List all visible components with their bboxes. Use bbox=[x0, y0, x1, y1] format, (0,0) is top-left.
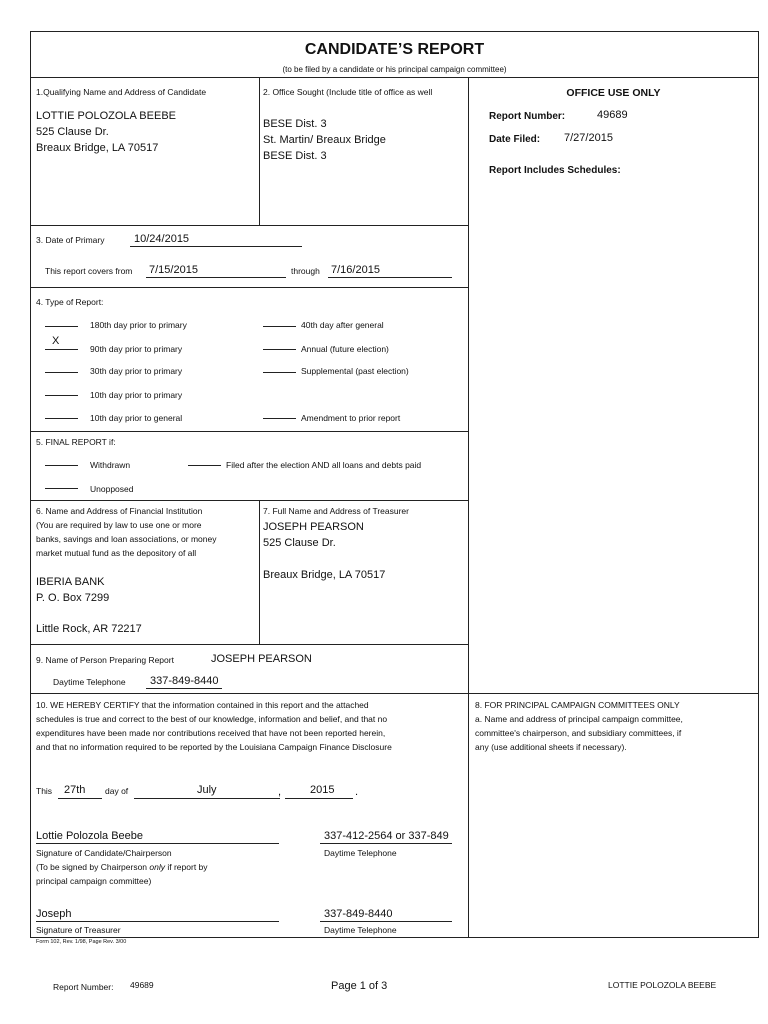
candidate-address2: Breaux Bridge, LA 70517 bbox=[36, 142, 159, 154]
preparer-phone-label: Daytime Telephone bbox=[53, 677, 126, 687]
report-type-blank bbox=[263, 418, 296, 419]
section4-top bbox=[30, 287, 468, 288]
final-report-blank bbox=[45, 488, 78, 489]
report-type-blank bbox=[263, 326, 296, 327]
report-type-blank bbox=[263, 372, 296, 373]
treasurer-signature-label: Signature of Treasurer bbox=[36, 925, 121, 935]
report-type-supplemental: Supplemental (past election) bbox=[301, 366, 409, 376]
preparer-phone: 337-849-8440 bbox=[150, 675, 219, 687]
report-type-blank bbox=[263, 349, 296, 350]
section8-line1: 8. FOR PRINCIPAL CAMPAIGN COMMITTEES ONLY bbox=[475, 700, 680, 710]
certify-day: 27th bbox=[64, 784, 86, 796]
section9-label: 9. Name of Person Preparing Report bbox=[36, 655, 174, 665]
section6-7-divider bbox=[259, 500, 260, 644]
section6-label-1: 6. Name and Address of Financial Institution bbox=[36, 506, 203, 516]
section6-top bbox=[30, 500, 468, 501]
certify-line1: 10. WE HEREBY CERTIFY that the information contained in this report and the attached bbox=[36, 700, 369, 710]
primary-date: 10/24/2015 bbox=[134, 233, 190, 245]
form-subtitle: (to be filed by a candidate or his principal campaign committee) bbox=[282, 65, 507, 74]
candidate-signature-note1 bbox=[36, 862, 208, 872]
covers-label: This report covers from bbox=[45, 266, 133, 276]
final-report-blank bbox=[188, 465, 221, 466]
report-type-annual: Annual (future election) bbox=[301, 344, 389, 354]
report-type-90: 90th day prior to primary bbox=[90, 344, 183, 354]
section1-2-divider bbox=[259, 77, 260, 225]
final-report-blank bbox=[45, 465, 78, 466]
report-type-30: 30th day prior to primary bbox=[90, 366, 183, 376]
date-this-label: This bbox=[36, 786, 53, 796]
certify-line2: schedules is true and correct to the best of our knowledge, information and belief, and that no bbox=[36, 714, 388, 724]
treasurer-signature: Joseph bbox=[36, 908, 72, 920]
treasurer-name: JOSEPH PEARSON bbox=[263, 521, 364, 533]
certify-line3: expenditures have been made nor contributions received that have not been reported herein, bbox=[36, 728, 386, 738]
treasurer-address2: Breaux Bridge, LA 70517 bbox=[263, 569, 386, 581]
office-date-filed: 7/27/2015 bbox=[564, 132, 613, 144]
covers-from: 7/15/2015 bbox=[149, 264, 198, 276]
section5-label: 5. FINAL REPORT if: bbox=[36, 437, 116, 447]
certify-month: July bbox=[197, 784, 217, 796]
note-text-a: (To be signed by Chairperson bbox=[36, 862, 150, 872]
header-divider bbox=[30, 77, 759, 78]
section1-label: 1.Qualifying Name and Address of Candidate bbox=[36, 87, 207, 97]
candidate-phone: 337-412-2564 or 337-849 bbox=[324, 830, 449, 842]
report-type-blank bbox=[45, 372, 78, 373]
final-filed-after: Filed after the election AND all loans and debts paid bbox=[226, 460, 422, 470]
report-type-10-primary: 10th day prior to primary bbox=[90, 390, 183, 400]
report-type-180: 180th day prior to primary bbox=[90, 320, 187, 330]
section7-label: 7. Full Name and Address of Treasurer bbox=[263, 506, 409, 516]
treasurer-phone: 337-849-8440 bbox=[324, 908, 393, 920]
footer-report-number-label: Report Number: bbox=[53, 982, 114, 992]
candidate-signature-line bbox=[36, 843, 279, 844]
office-schedules-label: Report Includes Schedules: bbox=[489, 165, 621, 176]
form-title: CANDIDATE’S REPORT bbox=[304, 41, 485, 58]
report-type-blank bbox=[45, 395, 78, 396]
certify-year-line bbox=[285, 798, 353, 799]
section6-label-4: market mutual fund as the depository of all bbox=[36, 548, 197, 558]
date-day-of-label: day of bbox=[105, 786, 129, 796]
office-date-filed-label: Date Filed: bbox=[489, 134, 541, 145]
certify-day-line bbox=[58, 798, 102, 799]
covers-through: 7/16/2015 bbox=[331, 264, 380, 276]
report-type-blank bbox=[45, 418, 78, 419]
form-border bbox=[30, 31, 759, 938]
report-type-mark: X bbox=[52, 335, 60, 347]
final-withdrawn: Withdrawn bbox=[90, 460, 131, 470]
section3-top bbox=[30, 225, 468, 226]
through-label: through bbox=[291, 266, 320, 276]
note-text-only: only bbox=[149, 862, 165, 872]
office-line2: St. Martin/ Breaux Bridge bbox=[263, 134, 386, 146]
report-type-10-general: 10th day prior to general bbox=[90, 413, 183, 423]
preparer-name: JOSEPH PEARSON bbox=[211, 653, 312, 665]
preparer-phone-line bbox=[146, 688, 222, 689]
candidate-name: LOTTIE POLOZOLA BEEBE bbox=[36, 110, 176, 122]
report-type-blank bbox=[45, 349, 78, 350]
date-period: . bbox=[355, 786, 359, 798]
treasurer-address1: 525 Clause Dr. bbox=[263, 537, 336, 549]
certify-year: 2015 bbox=[310, 784, 335, 796]
report-type-blank bbox=[45, 326, 78, 327]
bank-address1: P. O. Box 7299 bbox=[36, 592, 110, 604]
section4-label: 4. Type of Report: bbox=[36, 297, 104, 307]
candidate-signature-label: Signature of Candidate/Chairperson bbox=[36, 848, 172, 858]
section10-top bbox=[30, 693, 759, 694]
primary-date-line bbox=[130, 246, 302, 247]
office-report-number-label: Report Number: bbox=[489, 111, 566, 122]
form-id: Form 102, Rev. 1/98, Page Rev. 3/00 bbox=[36, 939, 127, 945]
candidate-address1: 525 Clause Dr. bbox=[36, 126, 109, 138]
treasurer-phone-label: Daytime Telephone bbox=[324, 925, 397, 935]
section9-top bbox=[30, 644, 468, 645]
candidate-phone-label: Daytime Telephone bbox=[324, 848, 397, 858]
office-line3: BESE Dist. 3 bbox=[263, 150, 327, 162]
report-type-amendment: Amendment to prior report bbox=[301, 413, 401, 423]
candidate-signature: Lottie Polozola Beebe bbox=[36, 830, 144, 842]
office-report-number: 49689 bbox=[597, 109, 628, 121]
bank-address2: Little Rock, AR 72217 bbox=[36, 623, 142, 635]
candidate-phone-line bbox=[320, 843, 452, 844]
bank-name: IBERIA BANK bbox=[36, 576, 105, 588]
office-line1: BESE Dist. 3 bbox=[263, 118, 327, 130]
covers-from-line bbox=[146, 277, 286, 278]
date-comma: , bbox=[278, 786, 282, 798]
section6-label-3: banks, savings and loan associations, or money bbox=[36, 534, 217, 544]
candidate-signature-note2: principal campaign committee) bbox=[36, 876, 152, 886]
certify-line4: and that no information required to be reported by the Louisiana Campaign Finance Disclosure bbox=[36, 742, 392, 752]
section3-label: 3. Date of Primary bbox=[36, 235, 105, 245]
footer-candidate: LOTTIE POLOZOLA BEEBE bbox=[608, 980, 717, 990]
section8-line3: committee's chairperson, and subsidiary committees, if bbox=[475, 728, 682, 738]
treasurer-signature-line bbox=[36, 921, 279, 922]
column-divider bbox=[468, 77, 469, 938]
section5-top bbox=[30, 431, 468, 432]
report-type-40-general: 40th day after general bbox=[301, 320, 384, 330]
covers-through-line bbox=[328, 277, 452, 278]
treasurer-phone-line bbox=[320, 921, 452, 922]
note-text-c: if report by bbox=[165, 862, 208, 872]
section8-line4: any (use additional sheets if necessary). bbox=[475, 742, 627, 752]
section6-label-2: (You are required by law to use one or more bbox=[36, 520, 202, 530]
section8-line2: a. Name and address of principal campaign committee, bbox=[475, 714, 683, 724]
office-use-title: OFFICE USE ONLY bbox=[566, 87, 661, 99]
footer-page: Page 1 of 3 bbox=[331, 980, 388, 992]
certify-month-line bbox=[134, 798, 280, 799]
footer-report-number: 49689 bbox=[130, 980, 154, 990]
final-unopposed: Unopposed bbox=[90, 484, 134, 494]
section2-label: 2. Office Sought (Include title of office as well bbox=[263, 87, 433, 97]
